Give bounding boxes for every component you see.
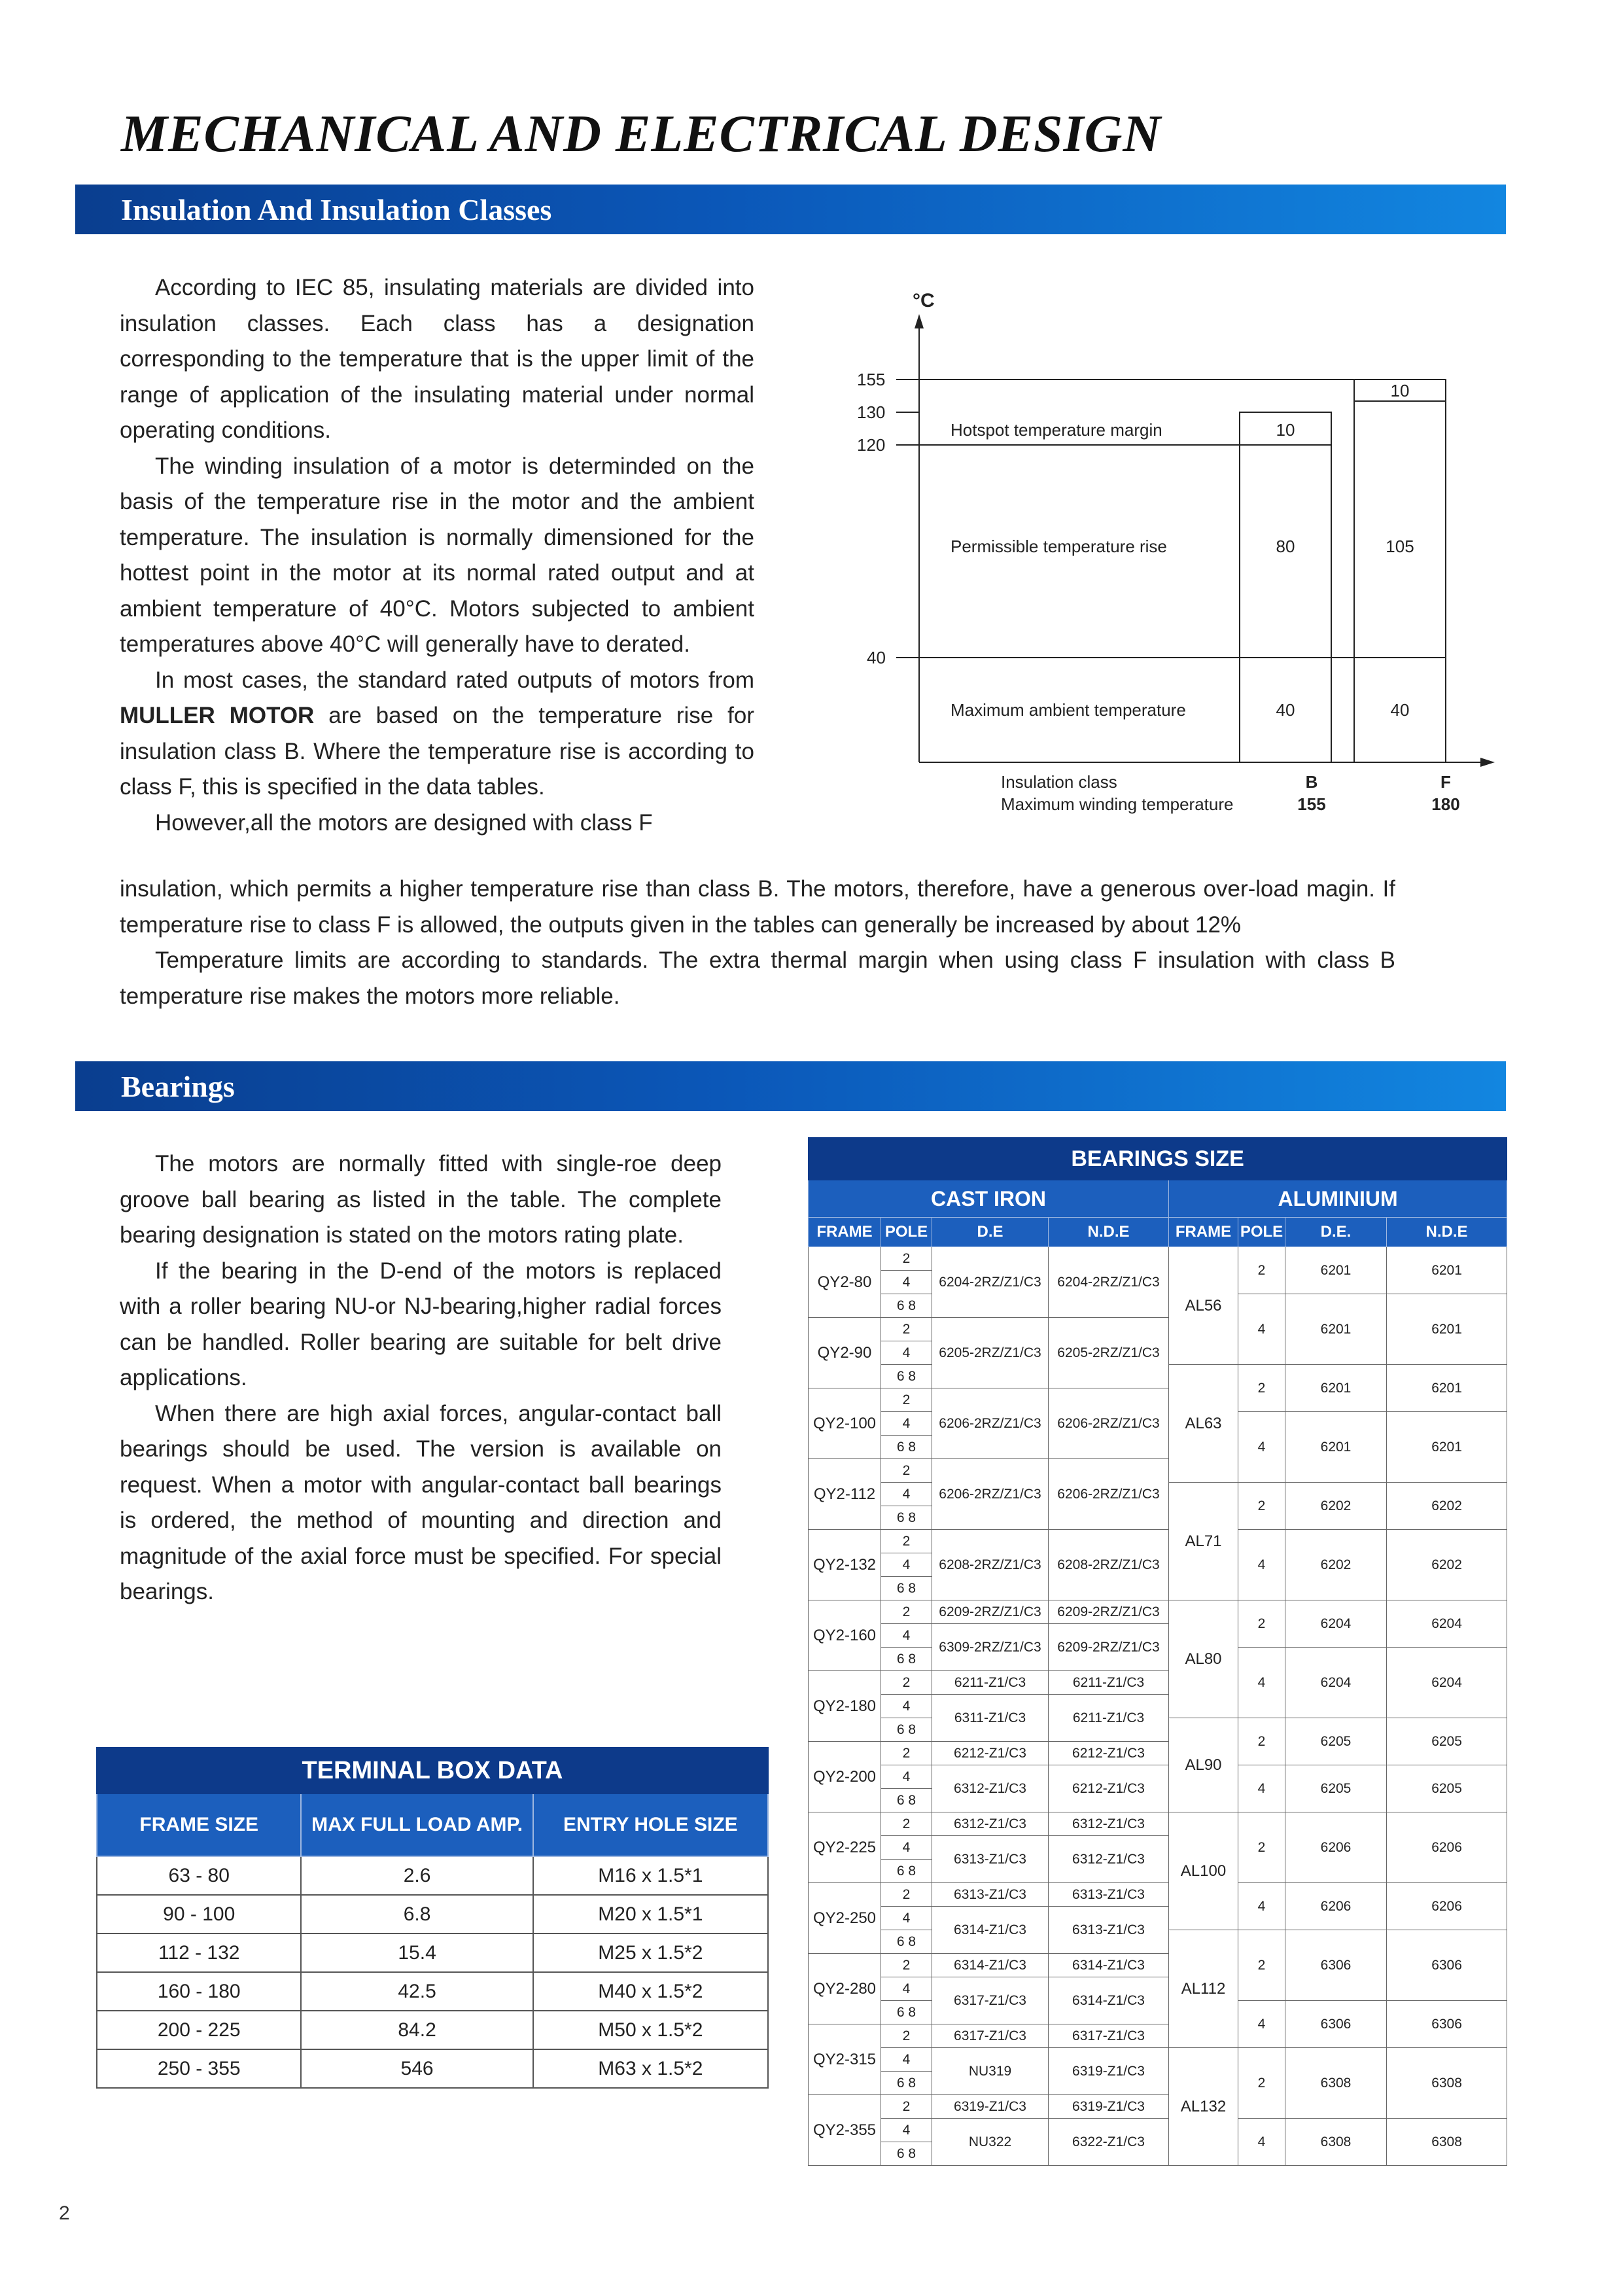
- de-bearing: NU319: [932, 2048, 1049, 2095]
- al-nde-bearing: 6202: [1387, 1483, 1507, 1530]
- de-bearing: 6206-2RZ/Z1/C3: [932, 1459, 1049, 1530]
- table-row: [809, 2119, 1507, 2142]
- aluminium-frame: AL63: [1169, 1365, 1238, 1483]
- table-cell: 42.5: [301, 1972, 532, 2011]
- terminal-box-title: TERMINAL BOX DATA: [97, 1748, 768, 1793]
- al-de-bearing: 6308: [1285, 2119, 1387, 2166]
- al-pole-cell: 4: [1238, 1765, 1285, 1812]
- pole-cell: 4: [881, 1483, 932, 1506]
- max-winding-temp-label: Maximum winding temperature: [1001, 794, 1234, 814]
- page-number: 2: [59, 2202, 70, 2224]
- nde-bearing: 6211-Z1/C3: [1049, 1695, 1169, 1742]
- insulation-paragraph-4: However,all the motors are designed with class F: [155, 809, 653, 836]
- cast-iron-frame: QY2-80: [809, 1247, 881, 1318]
- nde-bearing: 6313-Z1/C3: [1049, 1883, 1169, 1907]
- nde-bearing: 6206-2RZ/Z1/C3: [1049, 1459, 1169, 1530]
- pole-cell: 2: [881, 1459, 932, 1483]
- bearings-paragraph-2: If the bearing in the D-end of the motors is replaced with a roller bearing NU-or NJ-bearing,higher radial forces can be handled. Roller bearing are suitable for belt drive applications.: [120, 1258, 722, 1390]
- table-row: [809, 1247, 1507, 1271]
- al-nde-bearing: 6306: [1387, 1930, 1507, 2001]
- pole-cell: 6 8: [881, 2001, 932, 2024]
- class-f-ambient-value: 40: [1390, 700, 1410, 720]
- pole-cell: 4: [881, 1836, 932, 1860]
- insulation-text: [120, 270, 754, 841]
- de-bearing: 6204-2RZ/Z1/C3: [932, 1247, 1049, 1318]
- aluminium-frame: AL56: [1169, 1247, 1238, 1365]
- al-pole-cell: 2: [1238, 2048, 1285, 2119]
- al-pole-cell: 2: [1238, 1812, 1285, 1883]
- pole-cell: 4: [881, 1977, 932, 2001]
- al-de-bearing: 6206: [1285, 1883, 1387, 1930]
- pole-cell: 6 8: [881, 2072, 932, 2095]
- bearings-size-table: [808, 1137, 1507, 2166]
- nde-bearing: 6206-2RZ/Z1/C3: [1049, 1388, 1169, 1459]
- al-de-bearing: 6204: [1285, 1600, 1387, 1648]
- pole-cell: 2: [881, 1318, 932, 1341]
- pole-cell: 6 8: [881, 2142, 932, 2166]
- bearings-paragraph-1: The motors are normally fitted with single-roe deep groove ball bearing as listed in the table. The complete bearing designation is stated on the motors rating plate.: [120, 1151, 722, 1248]
- table-cell: 112 - 132: [97, 1934, 301, 1972]
- de-bearing: 6317-Z1/C3: [932, 1977, 1049, 2024]
- page-title: MECHANICAL AND ELECTRICAL DESIGN: [121, 105, 1162, 163]
- pole-cell: 2: [881, 1530, 932, 1553]
- pole-cell: 2: [881, 1954, 932, 1977]
- col-al-pole: POLE: [1238, 1218, 1285, 1247]
- de-bearing: 6319-Z1/C3: [932, 2095, 1049, 2119]
- pole-cell: 2: [881, 1247, 932, 1271]
- table-cell: 160 - 180: [97, 1972, 301, 2011]
- pole-cell: 4: [881, 1341, 932, 1365]
- de-bearing: 6312-Z1/C3: [932, 1812, 1049, 1836]
- nde-bearing: 6209-2RZ/Z1/C3: [1049, 1624, 1169, 1671]
- al-nde-bearing: 6206: [1387, 1883, 1507, 1930]
- y-tick-130: 130: [857, 402, 886, 422]
- table-row: [809, 1765, 1507, 1789]
- al-nde-bearing: 6201: [1387, 1365, 1507, 1412]
- class-b-label: B: [1305, 772, 1318, 792]
- cast-iron-frame: QY2-112: [809, 1459, 881, 1530]
- pole-cell: 6 8: [881, 1718, 932, 1742]
- cast-iron-frame: QY2-160: [809, 1600, 881, 1671]
- p3-text-a: In most cases, the standard rated outputs of motors from: [155, 667, 754, 693]
- table-cell: 6.8: [301, 1895, 532, 1934]
- class-f-hotspot-value: 10: [1390, 381, 1410, 400]
- table-cell: M63 x 1.5*2: [533, 2049, 768, 2088]
- al-pole-cell: 2: [1238, 1718, 1285, 1765]
- nde-bearing: 6319-Z1/C3: [1049, 2095, 1169, 2119]
- class-b-rise-value: 80: [1276, 537, 1295, 556]
- y-tick-40: 40: [867, 648, 886, 667]
- aluminium-frame: AL71: [1169, 1483, 1238, 1600]
- al-nde-bearing: 6306: [1387, 2001, 1507, 2048]
- al-nde-bearing: 6201: [1387, 1294, 1507, 1365]
- nde-bearing: 6204-2RZ/Z1/C3: [1049, 1247, 1169, 1318]
- de-bearing: 6317-Z1/C3: [932, 2024, 1049, 2048]
- al-de-bearing: 6205: [1285, 1765, 1387, 1812]
- table-cell: 2.6: [301, 1856, 532, 1895]
- al-nde-bearing: 6308: [1387, 2048, 1507, 2119]
- al-pole-cell: 2: [1238, 1247, 1285, 1294]
- al-de-bearing: 6306: [1285, 1930, 1387, 2001]
- de-bearing: 6313-Z1/C3: [932, 1836, 1049, 1883]
- table-cell: M40 x 1.5*2: [533, 1972, 768, 2011]
- aluminium-frame: AL80: [1169, 1600, 1238, 1718]
- al-pole-cell: 4: [1238, 1648, 1285, 1718]
- table-cell: 84.2: [301, 2011, 532, 2049]
- col-frame: FRAME: [809, 1218, 881, 1247]
- al-pole-cell: 4: [1238, 2119, 1285, 2166]
- brand-name: MULLER MOTOR: [120, 703, 315, 728]
- al-de-bearing: 6201: [1285, 1412, 1387, 1483]
- al-de-bearing: 6201: [1285, 1247, 1387, 1294]
- table-row: [97, 1934, 768, 1972]
- table-row: [809, 1600, 1507, 1624]
- al-nde-bearing: 6204: [1387, 1600, 1507, 1648]
- table-row: [97, 1972, 768, 2011]
- al-de-bearing: 6206: [1285, 1812, 1387, 1883]
- pole-cell: 6 8: [881, 1365, 932, 1388]
- al-de-bearing: 6202: [1285, 1530, 1387, 1600]
- nde-bearing: 6208-2RZ/Z1/C3: [1049, 1530, 1169, 1600]
- table-cell: M16 x 1.5*1: [533, 1856, 768, 1895]
- header-entry-hole: ENTRY HOLE SIZE: [533, 1793, 768, 1856]
- al-pole-cell: 2: [1238, 1483, 1285, 1530]
- col-al-frame: FRAME: [1169, 1218, 1238, 1247]
- pole-cell: 2: [881, 1742, 932, 1765]
- cast-iron-frame: QY2-250: [809, 1883, 881, 1954]
- de-bearing: 6311-Z1/C3: [932, 1695, 1049, 1742]
- insulation-paragraph-4-cont: insulation, which permits a higher temperature rise than class B. The motors, therefore, have a generous over-load magin. If temperature rise to class F is allowed, the outputs given in the tables can generally be increased by about 12%: [120, 876, 1395, 938]
- cast-iron-frame: QY2-90: [809, 1318, 881, 1388]
- pole-cell: 6 8: [881, 1506, 932, 1530]
- de-bearing: 6314-Z1/C3: [932, 1907, 1049, 1954]
- al-nde-bearing: 6201: [1387, 1247, 1507, 1294]
- pole-cell: 4: [881, 1765, 932, 1789]
- insulation-text-continued: [120, 872, 1395, 1014]
- de-bearing: 6309-2RZ/Z1/C3: [932, 1624, 1049, 1671]
- nde-bearing: 6312-Z1/C3: [1049, 1836, 1169, 1883]
- col-pole: POLE: [881, 1218, 932, 1247]
- al-nde-bearing: 6205: [1387, 1718, 1507, 1765]
- al-pole-cell: 2: [1238, 1600, 1285, 1648]
- pole-cell: 2: [881, 1671, 932, 1695]
- cast-iron-frame: QY2-132: [809, 1530, 881, 1600]
- nde-bearing: 6319-Z1/C3: [1049, 2048, 1169, 2095]
- section-band-insulation: [75, 185, 1506, 234]
- de-bearing: NU322: [932, 2119, 1049, 2166]
- pole-cell: 6 8: [881, 1860, 932, 1883]
- al-pole-cell: 4: [1238, 2001, 1285, 2048]
- de-bearing: 6205-2RZ/Z1/C3: [932, 1318, 1049, 1388]
- al-nde-bearing: 6308: [1387, 2119, 1507, 2166]
- insulation-paragraph-5: Temperature limits are according to standards. The extra thermal margin when using class F insulation with class B temperature rise makes the motors more reliable.: [120, 947, 1395, 1009]
- bearings-table-body: [809, 1247, 1507, 2166]
- pole-cell: 4: [881, 1271, 932, 1294]
- pole-cell: 4: [881, 1553, 932, 1577]
- al-pole-cell: 4: [1238, 1294, 1285, 1365]
- table-cell: 250 - 355: [97, 2049, 301, 2088]
- section-band-bearings: [75, 1061, 1506, 1111]
- cast-iron-frame: QY2-315: [809, 2024, 881, 2095]
- nde-bearing: 6314-Z1/C3: [1049, 1977, 1169, 2024]
- al-pole-cell: 2: [1238, 1930, 1285, 2001]
- insulation-paragraph-1: According to IEC 85, insulating materials are divided into insulation classes. Each class has a designation corresponding to the temperature that is the upper limit of the range of application of the insulating material under normal operating conditions.: [120, 275, 754, 443]
- de-bearing: 6314-Z1/C3: [932, 1954, 1049, 1977]
- bearings-paragraph-3: When there are high axial forces, angular-contact ball bearings should be used. The version is available on request. When a motor with angular-contact ball bearings is ordered, the method of mounting and direction and magnitude of the axial force must be specified. For special bearings.: [120, 1400, 722, 1604]
- col-de: D.E: [932, 1218, 1049, 1247]
- pole-cell: 2: [881, 1600, 932, 1624]
- pole-cell: 4: [881, 2119, 932, 2142]
- nde-bearing: 6313-Z1/C3: [1049, 1907, 1169, 1954]
- table-row: [97, 2049, 768, 2088]
- col-al-de: D.E.: [1285, 1218, 1387, 1247]
- al-de-bearing: 6201: [1285, 1294, 1387, 1365]
- class-f-max-temp: 180: [1431, 794, 1460, 814]
- class-b-max-temp: 155: [1297, 794, 1326, 814]
- nde-bearing: 6317-Z1/C3: [1049, 2024, 1169, 2048]
- table-row: [809, 1530, 1507, 1553]
- al-nde-bearing: 6202: [1387, 1530, 1507, 1600]
- cast-iron-frame: QY2-180: [809, 1671, 881, 1742]
- header-frame-size: FRAME SIZE: [97, 1793, 301, 1856]
- al-pole-cell: 4: [1238, 1883, 1285, 1930]
- aluminium-frame: AL132: [1169, 2048, 1238, 2166]
- insulation-class-label: Insulation class: [1001, 772, 1117, 792]
- al-de-bearing: 6204: [1285, 1648, 1387, 1718]
- table-cell: 90 - 100: [97, 1895, 301, 1934]
- cast-iron-frame: QY2-280: [809, 1954, 881, 2024]
- de-bearing: 6313-Z1/C3: [932, 1883, 1049, 1907]
- table-row: [97, 2011, 768, 2049]
- nde-bearing: 6322-Z1/C3: [1049, 2119, 1169, 2166]
- pole-cell: 4: [881, 2048, 932, 2072]
- x-axis-arrow: [1480, 758, 1495, 767]
- de-bearing: 6208-2RZ/Z1/C3: [932, 1530, 1049, 1600]
- row-label-hotspot: Hotspot temperature margin: [951, 420, 1162, 440]
- pole-cell: 6 8: [881, 1930, 932, 1954]
- al-de-bearing: 6306: [1285, 2001, 1387, 2048]
- col-nde: N.D.E: [1049, 1218, 1169, 1247]
- al-de-bearing: 6202: [1285, 1483, 1387, 1530]
- aluminium-header: ALUMINIUM: [1169, 1180, 1507, 1218]
- pole-cell: 6 8: [881, 1577, 932, 1600]
- al-de-bearing: 6201: [1285, 1365, 1387, 1412]
- nde-bearing: 6212-Z1/C3: [1049, 1742, 1169, 1765]
- table-row: [809, 1812, 1507, 1836]
- class-b-hotspot-value: 10: [1276, 420, 1295, 440]
- de-bearing: 6211-Z1/C3: [932, 1671, 1049, 1695]
- table-cell: M25 x 1.5*2: [533, 1934, 768, 1972]
- nde-bearing: 6209-2RZ/Z1/C3: [1049, 1600, 1169, 1624]
- table-row: [97, 1895, 768, 1934]
- table-cell: M20 x 1.5*1: [533, 1895, 768, 1934]
- pole-cell: 4: [881, 1907, 932, 1930]
- y-tick-155: 155: [857, 370, 886, 389]
- terminal-box-table: [96, 1747, 769, 2089]
- unit-label: °C: [913, 290, 935, 311]
- pole-cell: 2: [881, 1812, 932, 1836]
- table-cell: 15.4: [301, 1934, 532, 1972]
- al-pole-cell: 4: [1238, 1530, 1285, 1600]
- table-row: [809, 2048, 1507, 2072]
- al-nde-bearing: 6206: [1387, 1812, 1507, 1883]
- table-cell: 546: [301, 2049, 532, 2088]
- al-nde-bearing: 6204: [1387, 1648, 1507, 1718]
- section-heading-insulation: Insulation And Insulation Classes: [121, 193, 552, 226]
- al-de-bearing: 6205: [1285, 1718, 1387, 1765]
- pole-cell: 6 8: [881, 1789, 932, 1812]
- al-pole-cell: 4: [1238, 1412, 1285, 1483]
- aluminium-frame: AL100: [1169, 1812, 1238, 1930]
- class-f-label: F: [1440, 772, 1451, 792]
- row-label-ambient: Maximum ambient temperature: [951, 700, 1186, 720]
- row-label-permissible: Permissible temperature rise: [951, 537, 1167, 556]
- cast-iron-frame: QY2-200: [809, 1742, 881, 1812]
- de-bearing: 6206-2RZ/Z1/C3: [932, 1388, 1049, 1459]
- al-de-bearing: 6308: [1285, 2048, 1387, 2119]
- pole-cell: 2: [881, 1883, 932, 1907]
- table-cell: 63 - 80: [97, 1856, 301, 1895]
- section-heading-bearings: Bearings: [121, 1070, 235, 1103]
- pole-cell: 4: [881, 1624, 932, 1648]
- nde-bearing: 6312-Z1/C3: [1049, 1812, 1169, 1836]
- nde-bearing: 6314-Z1/C3: [1049, 1954, 1169, 1977]
- cast-iron-frame: QY2-355: [809, 2095, 881, 2166]
- table-cell: 200 - 225: [97, 2011, 301, 2049]
- class-b-ambient-value: 40: [1276, 700, 1295, 720]
- class-f-rise-value: 105: [1386, 537, 1414, 556]
- p3-text-b: are based on the temperature rise for insulation class B. Where the temperature rise is according to class F, this is specified in the data tables.: [120, 703, 754, 800]
- terminal-box-body: [97, 1856, 768, 2088]
- pole-cell: 2: [881, 1388, 932, 1412]
- col-al-nde: N.D.E: [1387, 1218, 1507, 1247]
- nde-bearing: 6205-2RZ/Z1/C3: [1049, 1318, 1169, 1388]
- insulation-paragraph-2: The winding insulation of a motor is determinded on the basis of the temperature rise in the motor and the ambient temperature. The insulation is normally dimensioned for the hottest point in the motor at its normal rated output and at ambient temperature of 40°C. Motors subjected to ambient temperatures above 40°C will generally have to derated.: [120, 453, 754, 657]
- bearings-table-title: BEARINGS SIZE: [809, 1138, 1507, 1180]
- pole-cell: 4: [881, 1412, 932, 1436]
- nde-bearing: 6211-Z1/C3: [1049, 1671, 1169, 1695]
- pole-cell: 6 8: [881, 1436, 932, 1459]
- aluminium-frame: AL112: [1169, 1930, 1238, 2048]
- bearings-text: [120, 1146, 722, 1610]
- table-row: [97, 1856, 768, 1895]
- al-nde-bearing: 6201: [1387, 1412, 1507, 1483]
- al-pole-cell: 2: [1238, 1365, 1285, 1412]
- temperature-chart: [850, 281, 1505, 824]
- cast-iron-frame: QY2-100: [809, 1388, 881, 1459]
- y-tick-120: 120: [857, 435, 886, 455]
- de-bearing: 6212-Z1/C3: [932, 1742, 1049, 1765]
- pole-cell: 4: [881, 1695, 932, 1718]
- pole-cell: 6 8: [881, 1294, 932, 1318]
- table-cell: M50 x 1.5*2: [533, 2011, 768, 2049]
- cast-iron-frame: QY2-225: [809, 1812, 881, 1883]
- cast-iron-header: CAST IRON: [809, 1180, 1169, 1218]
- pole-cell: 2: [881, 2024, 932, 2048]
- table-row: [809, 1883, 1507, 1907]
- pole-cell: 6 8: [881, 1648, 932, 1671]
- insulation-paragraph-3: [120, 663, 754, 805]
- de-bearing: 6312-Z1/C3: [932, 1765, 1049, 1812]
- header-max-full-load: MAX FULL LOAD AMP.: [301, 1793, 532, 1856]
- y-axis-arrow: [915, 314, 924, 328]
- de-bearing: 6209-2RZ/Z1/C3: [932, 1600, 1049, 1624]
- nde-bearing: 6212-Z1/C3: [1049, 1765, 1169, 1812]
- al-nde-bearing: 6205: [1387, 1765, 1507, 1812]
- aluminium-frame: AL90: [1169, 1718, 1238, 1812]
- pole-cell: 2: [881, 2095, 932, 2119]
